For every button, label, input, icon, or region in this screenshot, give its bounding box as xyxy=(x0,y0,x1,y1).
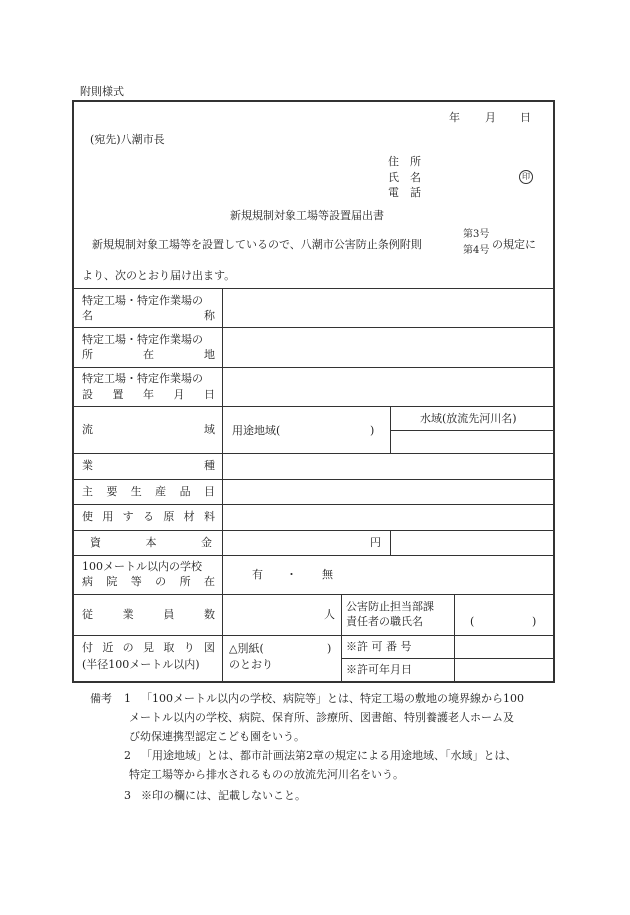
nearby-yes: 有 xyxy=(252,568,263,581)
nearby-no: 無 xyxy=(322,568,333,581)
grid-line xyxy=(73,406,554,407)
intro-number-bottom: 第4号 xyxy=(463,245,490,256)
capital-label: 資 本 金 xyxy=(90,536,212,549)
grid-line xyxy=(73,555,554,556)
grid-line xyxy=(73,479,554,480)
officer-paren-close: ) xyxy=(532,615,537,628)
grid-line xyxy=(73,453,554,454)
addressee: (宛先)八潮市長 xyxy=(90,133,165,146)
intro-text-line2: より、次のとおり届け出ます。 xyxy=(82,269,236,282)
zone-label: 用途地域( xyxy=(232,424,281,437)
note-1-line-2: メートル以内の学校、病院、保育所、診療所、図書館、特別養護老人ホーム及 xyxy=(129,711,514,724)
location-label-2: 所 在 地 xyxy=(82,348,215,361)
install-date-label-1: 特定工場・特定作業場の xyxy=(82,372,203,385)
date-year: 年 xyxy=(449,111,460,124)
permit-date-label: ※許可年月日 xyxy=(346,663,412,676)
install-date-label-2: 設 置 年 月 日 xyxy=(82,388,215,401)
basin-label: 流 域 xyxy=(82,423,215,436)
date-day: 日 xyxy=(520,111,531,124)
grid-line xyxy=(73,635,554,636)
grid-line xyxy=(73,504,554,505)
nearby-label-1: 100メートル以内の学校 xyxy=(82,560,202,573)
grid-line xyxy=(454,594,455,682)
industry-label: 業 種 xyxy=(82,459,215,472)
capital-unit: 円 xyxy=(370,536,381,549)
grid-line xyxy=(222,288,223,682)
intro-text-1: 新規規制対象工場等を設置しているので、八潮市公害防止条例附則 xyxy=(92,238,422,251)
zone-close: ) xyxy=(370,424,375,437)
location-label-1: 特定工場・特定作業場の xyxy=(82,333,203,346)
note-1-line-3: び幼保連携型認定こども園をいう。 xyxy=(129,730,305,743)
employees-label: 従 業 員 数 xyxy=(82,608,215,621)
notes-label: 備考 xyxy=(90,692,112,705)
intro-text-2: の規定に xyxy=(492,238,536,251)
seal-mark: 印 xyxy=(519,170,533,184)
date-month: 月 xyxy=(485,111,496,124)
applicant-phone-label: 電 話 xyxy=(388,186,421,199)
permit-number-label: ※許 可 番 号 xyxy=(346,640,412,653)
grid-line xyxy=(341,658,554,659)
grid-line xyxy=(73,367,554,368)
water-area-label: 水域(放流先河川名) xyxy=(420,412,517,425)
form-title: 新規規制対象工場等設置届出書 xyxy=(230,209,384,222)
applicant-name-label: 氏 名 xyxy=(388,171,421,184)
map-label-1: 付 近 の 見 取 り 図 xyxy=(82,641,215,654)
factory-name-label-1: 特定工場・特定作業場の xyxy=(82,294,203,307)
applicant-address-label: 住 所 xyxy=(388,155,421,168)
nearby-label-2: 病 院 等 の 所 在 xyxy=(82,575,215,588)
nearby-separator: ・ xyxy=(286,568,297,581)
grid-line xyxy=(390,530,391,555)
grid-line xyxy=(390,406,391,453)
grid-line xyxy=(73,327,554,328)
factory-name-label-2a: 名 xyxy=(82,309,93,322)
grid-line xyxy=(73,530,554,531)
note-2-line-2: 特定工場等から排水されるものの放流先河川名をいう。 xyxy=(129,768,404,781)
grid-line xyxy=(341,594,342,682)
grid-line xyxy=(390,430,554,431)
officer-label-1: 公害防止担当部課 xyxy=(346,600,434,613)
note-2-line-1: 「用途地域」とは、都市計画法第2章の規定による用途地域、「水域」とは、 xyxy=(141,749,517,762)
note-3-line-1: ※印の欄には、記載しないこと。 xyxy=(141,789,306,802)
employees-unit: 人 xyxy=(324,608,335,621)
materials-label: 使 用 す る 原 材 料 xyxy=(82,510,215,523)
grid-line xyxy=(73,594,554,595)
note-1-number: 1 xyxy=(124,692,131,705)
intro-number-top: 第3号 xyxy=(463,229,490,240)
note-2-number: 2 xyxy=(124,749,131,762)
attachment-label-2: のとおり xyxy=(229,658,273,671)
note-1-line-1: 「100メートル以内の学校、病院等」とは、特定工場の敷地の境界線から100 xyxy=(141,692,524,705)
factory-name-label-2b: 称 xyxy=(204,309,215,322)
officer-label-2: 責任者の職氏名 xyxy=(346,615,423,628)
map-label-2: (半径100メートル以内) xyxy=(82,658,200,671)
attachment-label: △別紙( xyxy=(229,642,264,655)
officer-paren-open: ( xyxy=(470,615,475,628)
form-label: 附則様式 xyxy=(80,85,124,98)
products-label: 主 要 生 産 品 目 xyxy=(82,485,215,498)
note-3-number: 3 xyxy=(124,789,131,802)
grid-line xyxy=(73,288,554,289)
attachment-close: ) xyxy=(327,642,332,655)
